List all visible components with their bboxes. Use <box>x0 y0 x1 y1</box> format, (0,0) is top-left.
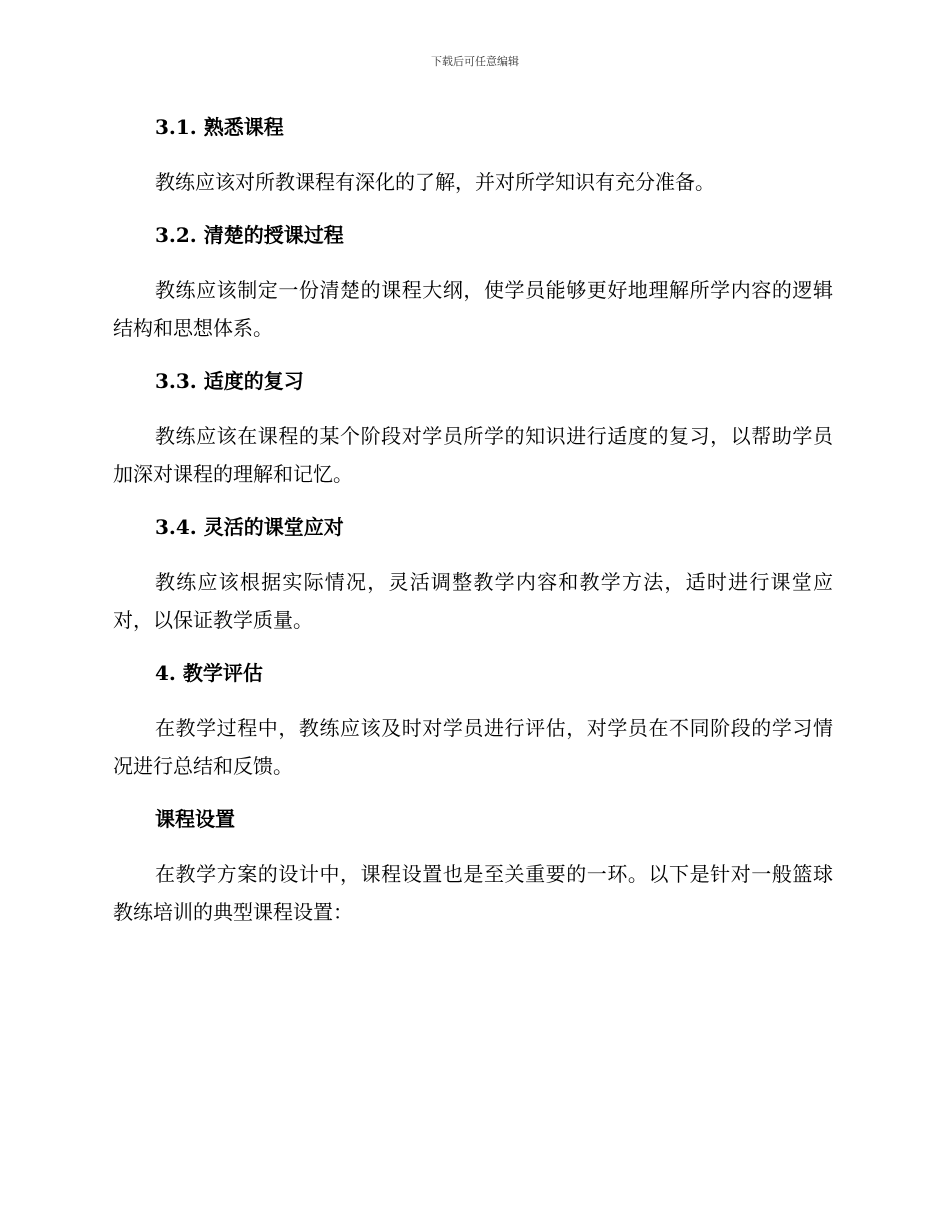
document-body <box>113 108 833 931</box>
section-heading-3-4: 3.4. 灵活的课堂应对 <box>155 515 344 539</box>
section-body-3-4: 教练应该根据实际情况，灵活调整教学内容和教学方法，适时进行课堂应对，以保证教学质量。 <box>113 570 833 632</box>
section-body-3-2: 教练应该制定一份清楚的课程大纲，使学员能够更好地理解所学内容的逻辑结构和思想体系。 <box>113 278 833 340</box>
section-heading-course-setup: 课程设置 <box>155 807 235 831</box>
section-heading-4: 4. 教学评估 <box>155 661 263 685</box>
section-body-3-1: 教练应该对所教课程有深化的了解，并对所学知识有充分准备。 <box>155 170 715 194</box>
section-body-4: 在教学过程中，教练应该及时对学员进行评估，对学员在不同阶段的学习情况进行总结和反馈。 <box>113 716 833 778</box>
section-heading-3-2: 3.2. 清楚的授课过程 <box>155 223 344 247</box>
section-heading-3-3: 3.3. 适度的复习 <box>155 369 304 393</box>
page-header: 下载后可任意编辑 <box>431 55 519 68</box>
section-heading-3-1: 3.1. 熟悉课程 <box>155 115 284 139</box>
section-body-3-3: 教练应该在课程的某个阶段对学员所学的知识进行适度的复习，以帮助学员加深对课程的理解和记忆。 <box>113 424 833 486</box>
section-body-course-setup: 在教学方案的设计中，课程设置也是至关重要的一环。以下是针对一般篮球教练培训的典型课程设置： <box>113 862 833 924</box>
